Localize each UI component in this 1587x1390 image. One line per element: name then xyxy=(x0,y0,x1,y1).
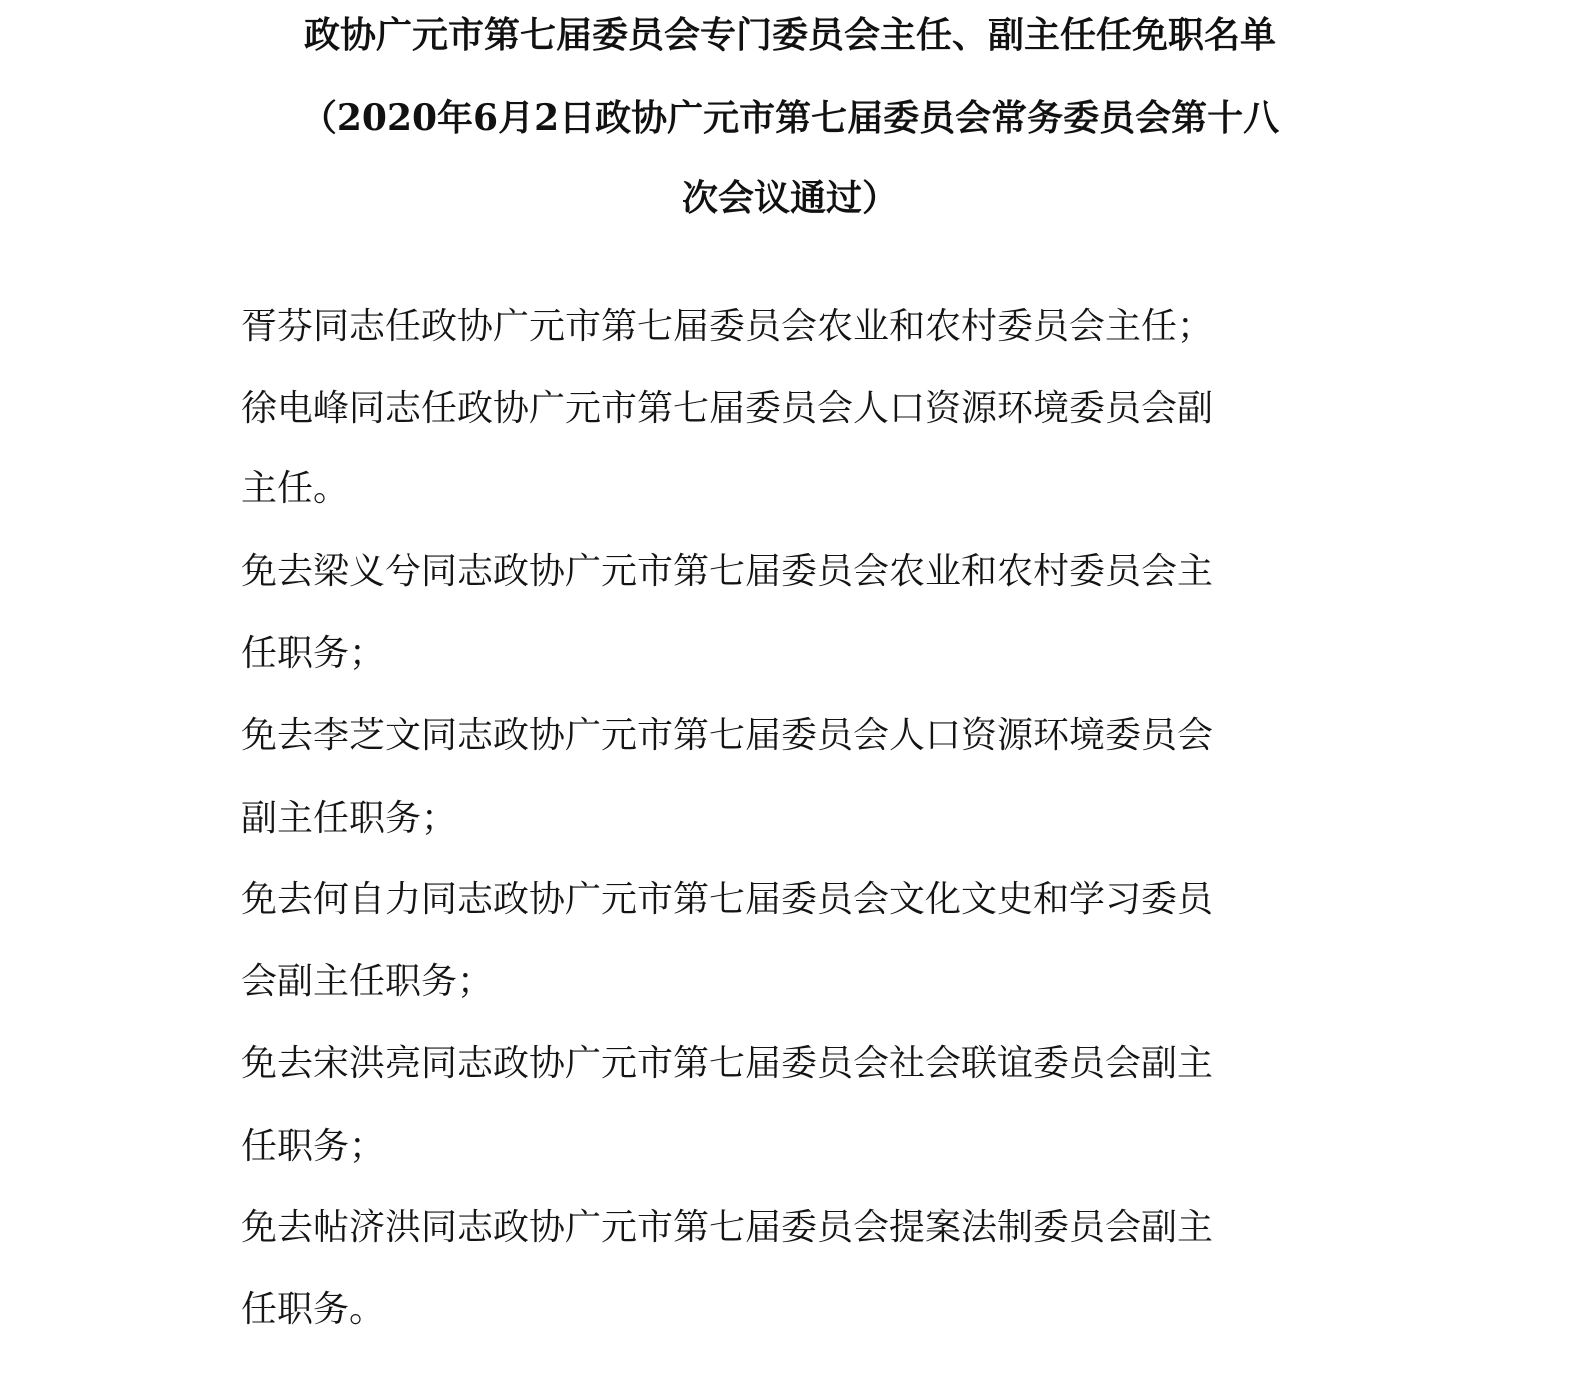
body-line-removal-1-cont: 任职务； xyxy=(241,633,386,674)
body-line-removal-2: 免去李芝文同志政协广元市第七届委员会人口资源环境委员会 xyxy=(241,715,1214,756)
body-line-removal-4: 免去宋洪亮同志政协广元市第七届委员会社会联谊委员会副主 xyxy=(241,1043,1214,1084)
document-subtitle-line2: 次会议通过） xyxy=(681,177,898,219)
body-line-removal-3: 免去何自力同志政协广元市第七届委员会文化文史和学习委员 xyxy=(241,879,1214,920)
document-subtitle-line1: （2020年6月2日政协广元市第七届委员会常务委员会第十八 xyxy=(300,97,1280,139)
body-line-removal-1: 免去梁义兮同志政协广元市第七届委员会农业和农村委员会主 xyxy=(241,551,1214,592)
body-line-removal-4-cont: 任职务； xyxy=(241,1126,386,1167)
body-line-removal-3-cont: 会副主任职务； xyxy=(241,961,494,1002)
body-line-appointment-2-cont: 主任。 xyxy=(241,468,350,509)
body-line-appointment-1: 胥芬同志任政协广元市第七届委员会农业和农村委员会主任； xyxy=(241,306,1214,347)
body-line-removal-2-cont: 副主任职务； xyxy=(241,798,458,839)
body-line-appointment-2: 徐电峰同志任政协广元市第七届委员会人口资源环境委员会副 xyxy=(241,388,1214,429)
document-title: 政协广元市第七届委员会专门委员会主任、副主任任免职名单 xyxy=(303,14,1276,56)
body-line-removal-5: 免去帖济洪同志政协广元市第七届委员会提案法制委员会副主 xyxy=(241,1207,1214,1248)
body-line-removal-5-cont: 任职务。 xyxy=(241,1289,386,1330)
